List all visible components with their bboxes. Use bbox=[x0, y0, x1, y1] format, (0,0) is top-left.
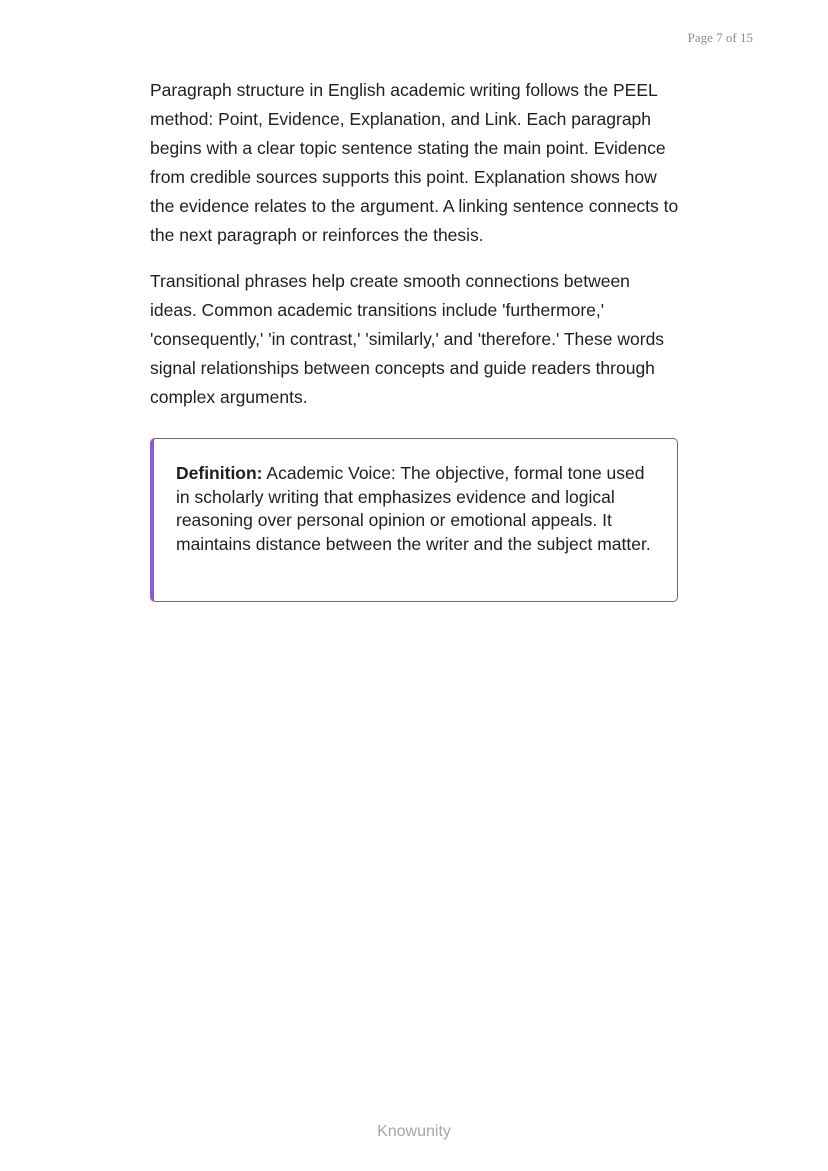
definition-box bbox=[150, 438, 678, 602]
main-content bbox=[150, 76, 680, 429]
footer-brand: Knowunity bbox=[377, 1123, 451, 1140]
page-number: Page 7 of 15 bbox=[687, 30, 753, 45]
definition-label: Definition: bbox=[176, 463, 263, 483]
paragraph-transitions: Transitional phrases help create smooth connections between ideas. Common academic transitions include 'furthermore,' 'consequently,' 'in contrast,' 'similarly,' and 'therefore.' These words signal relationships between concepts and guide readers through complex arguments. bbox=[150, 271, 665, 407]
definition-text bbox=[176, 462, 653, 556]
paragraph-peel-method: Paragraph structure in English academic writing follows the PEEL method: Point, Evidence, Explanation, and Link. Each paragraph begins with a clear topic sentence stating the main point. Evidence from credible sources supports this point. Explanation shows how the evidence relates to the argument. A linking sentence connects to the next paragraph or reinforces the thesis. bbox=[150, 80, 679, 245]
definition-body: Academic Voice: The objective, formal tone used in scholarly writing that emphasizes evidence and logical reasoning over personal opinion or emotional appeals. It maintains distance between the writer and the subject matter. bbox=[176, 463, 651, 554]
